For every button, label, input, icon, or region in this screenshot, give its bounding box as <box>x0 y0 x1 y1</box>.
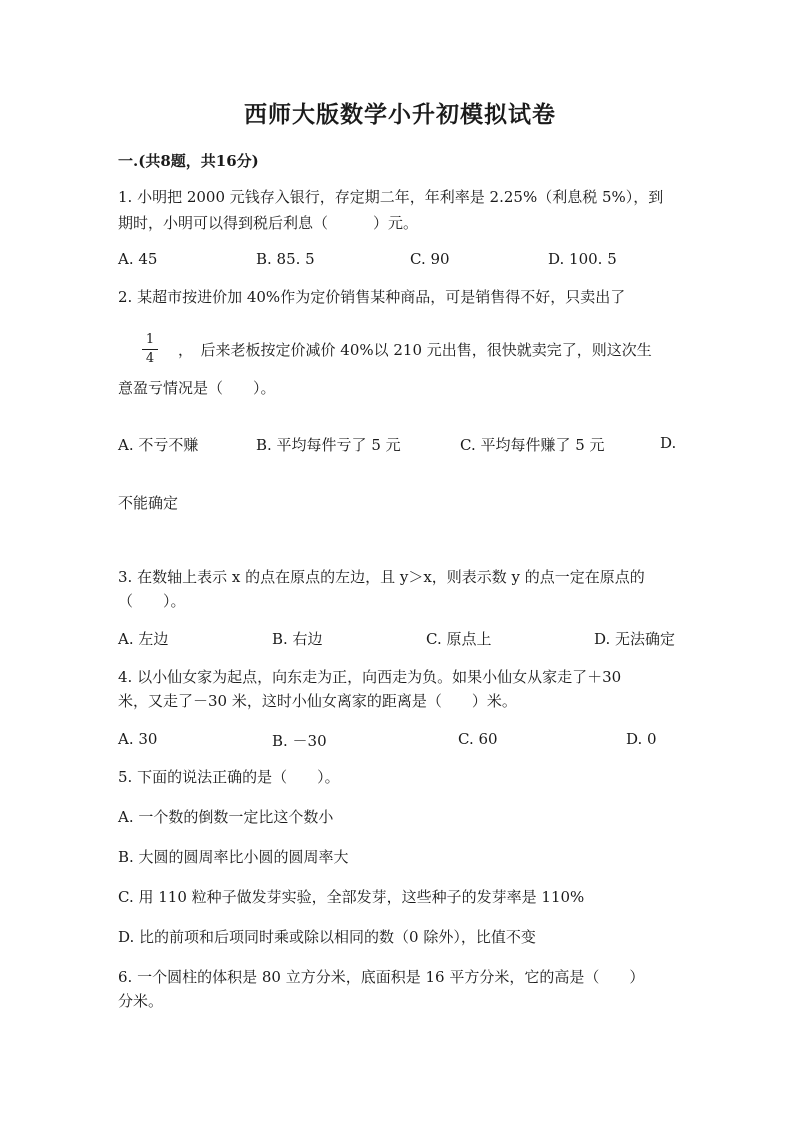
question-6-line-1: 6. 一个圆柱的体积是 80 立方分米，底面积是 16 平方分米，它的高是（ ） <box>118 968 645 986</box>
question-3-line-2: （ ）。 <box>118 592 186 610</box>
question-2-option-d-text: 不能确定 <box>118 494 179 512</box>
question-1-option-c: C. 90 <box>410 250 450 268</box>
question-2-line-2: ， 后来老板按定价减价 40%以 210 元出售，很快就卖完了，则这次生 <box>178 341 652 359</box>
question-4-option-a: A. 30 <box>118 730 158 748</box>
question-2-line-1: 2. 某超市按进价加 40%作为定价销售某种商品，可是销售得不好，只卖出了 <box>118 288 626 306</box>
question-3-option-b: B. 右边 <box>272 630 323 648</box>
question-1-option-a: A. 45 <box>118 250 158 268</box>
question-5-option-a: A. 一个数的倒数一定比这个数小 <box>118 808 334 826</box>
fraction-denominator: 4 <box>145 351 155 366</box>
question-5-option-d: D. 比的前项和后项同时乘或除以相同的数（0 除外），比值不变 <box>118 928 536 946</box>
fraction-one-quarter <box>142 332 158 367</box>
question-5-line-1: 5. 下面的说法正确的是（ ）。 <box>118 768 340 786</box>
question-2-option-d: D. <box>660 434 677 452</box>
fraction-numerator: 1 <box>145 332 155 347</box>
question-2-line-3: 意盈亏情况是（ ）。 <box>118 379 276 397</box>
question-4-option-b: B. －30 <box>272 732 327 750</box>
question-2-option-a: A. 不亏不赚 <box>118 436 199 454</box>
question-2-option-c: C. 平均每件赚了 5 元 <box>460 436 605 454</box>
question-6-line-2: 分米。 <box>118 992 164 1010</box>
section-heading: 一.(共8题，共16分) <box>118 152 259 170</box>
question-3-option-d: D. 无法确定 <box>594 630 676 648</box>
fraction-bar <box>142 349 158 350</box>
question-4-line-2: 米，又走了－30 米，这时小仙女离家的距离是（ ）米。 <box>118 692 517 710</box>
question-1-option-b: B. 85. 5 <box>256 250 315 268</box>
page-title: 西师大版数学小升初模拟试卷 <box>244 101 556 128</box>
question-4-line-1: 4. 以小仙女家为起点，向东走为正，向西走为负。如果小仙女从家走了＋30 <box>118 668 622 686</box>
question-1-line-2: 期时，小明可以得到税后利息（ ）元。 <box>118 214 419 232</box>
question-1-line-1: 1. 小明把 2000 元钱存入银行，存定期二年，年利率是 2.25%（利息税 5%），到 <box>118 188 664 206</box>
question-1-option-d: D. 100. 5 <box>548 250 617 268</box>
question-5-option-c: C. 用 110 粒种子做发芽实验，全部发芽，这些种子的发芽率是 110% <box>118 888 585 906</box>
question-3-option-c: C. 原点上 <box>426 630 492 648</box>
question-4-option-c: C. 60 <box>458 730 498 748</box>
question-4-option-d: D. 0 <box>626 730 657 748</box>
question-3-line-1: 3. 在数轴上表示 x 的点在原点的左边，且 y＞x，则表示数 y 的点一定在原点的 <box>118 568 645 586</box>
question-2-option-b: B. 平均每件亏了 5 元 <box>256 436 401 454</box>
question-5-option-b: B. 大圆的圆周率比小圆的圆周率大 <box>118 848 349 866</box>
question-3-option-a: A. 左边 <box>118 630 169 648</box>
